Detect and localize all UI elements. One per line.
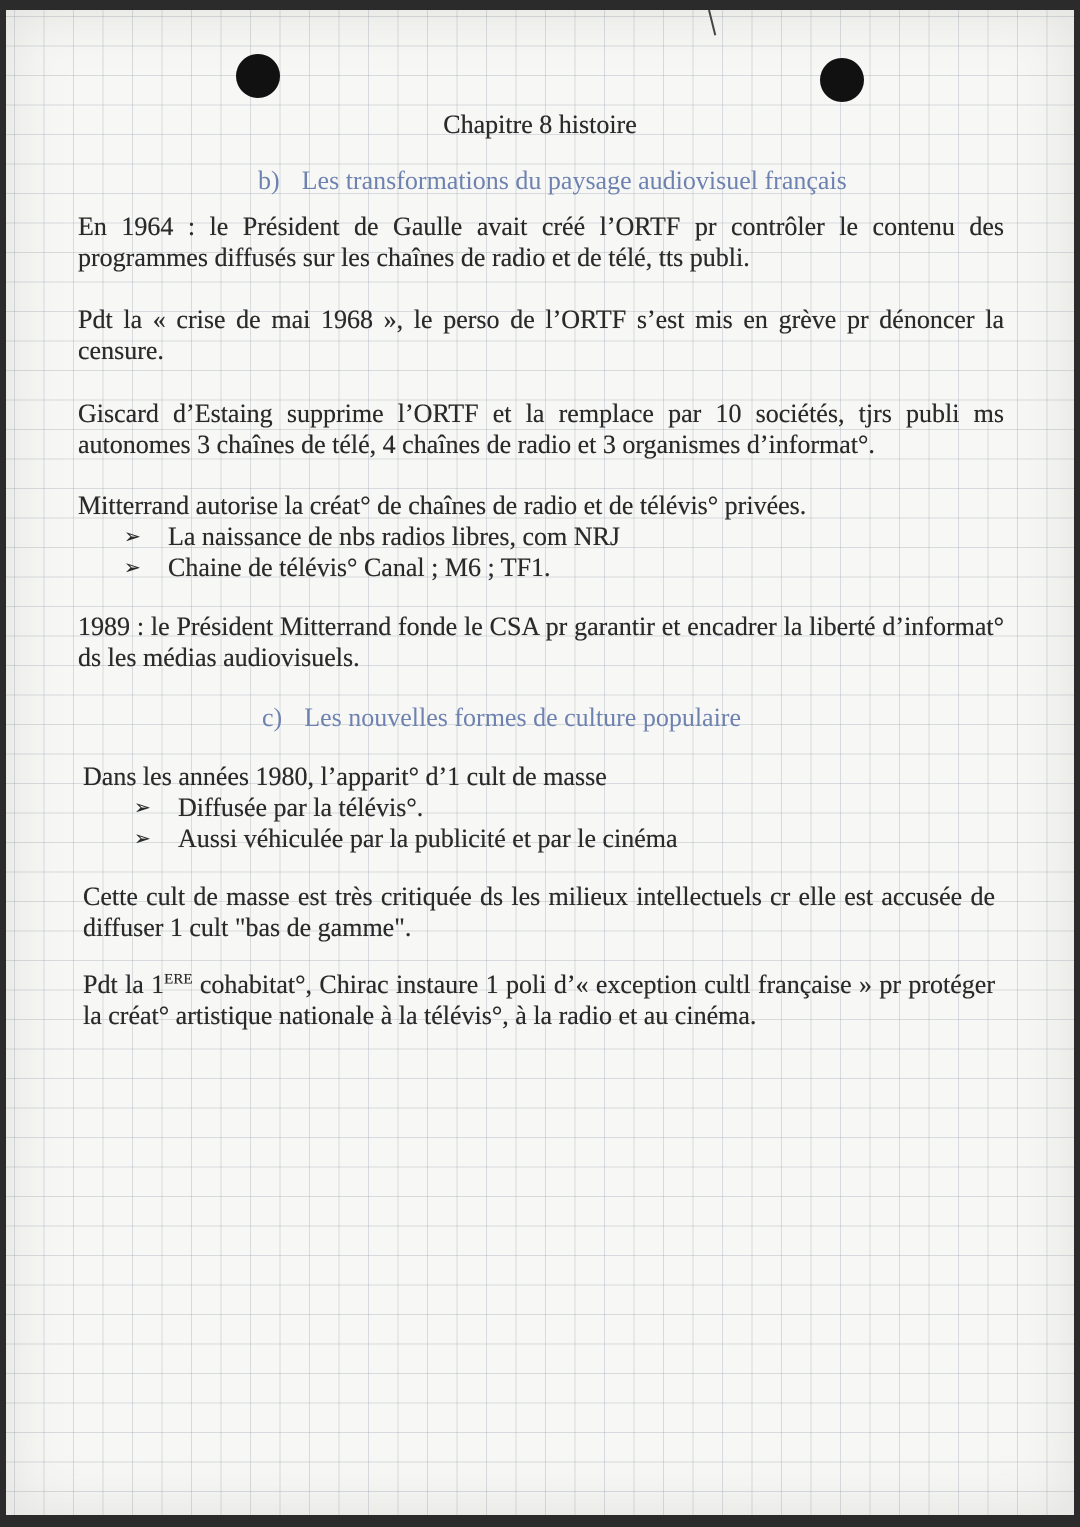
section-b-title: Les transformations du paysage audiovisuel français [301, 166, 847, 195]
paragraph-mitterrand: Mitterrand autorise la créat° de chaînes de radio et de télévis° privées. [78, 491, 807, 520]
bullet-list-c [134, 792, 678, 854]
paragraph-1980: Dans les années 1980, l’apparit° d’1 cult de masse [83, 762, 607, 791]
arrowhead-icon: ➢ [134, 795, 151, 819]
list-item: ➢ La naissance de nbs radios libres, com NRJ [124, 522, 621, 551]
page-title: Chapitre 8 histoire [443, 110, 637, 139]
section-b-heading [258, 165, 847, 196]
arrowhead-icon: ➢ [124, 555, 141, 579]
pen-mark [708, 10, 716, 35]
paragraph-1989: 1989 : le Président Mitterrand fonde le CSA pr garantir et encadrer la liberté d’informat° ds les médias audiovisuels. [78, 612, 1004, 672]
notebook-page [6, 10, 1074, 1515]
list-item: ➢ Diffusée par la télévis°. [134, 793, 424, 822]
arrowhead-icon: ➢ [124, 524, 141, 548]
paragraph-culture-masse: Cette cult de masse est très critiquée ds les milieux intellectuels cr elle est accusée de diffuser 1 cult "bas de gamme". [83, 882, 995, 942]
paragraph-cohabitation: Pdt la 1ERE cohabitat°, Chirac instaure 1 poli d’« exception cultl française » pr protéger la créat° artistique nationale à la télévis°, à la radio et au cinéma. [83, 970, 995, 1030]
paragraph-1964: En 1964 : le Président de Gaulle avait créé l’ORTF pr contrôler le contenu des programmes diffusés sur les chaînes de radio et de télé, tts publi. [78, 212, 1004, 272]
arrowhead-icon: ➢ [134, 826, 151, 850]
list-item: ➢ Chaine de télévis° Canal ; M6 ; TF1. [124, 553, 551, 582]
list-item: ➢ Aussi véhiculée par la publicité et par le cinéma [134, 824, 678, 853]
punch-hole-right [820, 58, 864, 102]
section-c-heading [262, 702, 741, 733]
paragraph-giscard: Giscard d’Estaing supprime l’ORTF et la remplace par 10 sociétés, tjrs publi ms autonomes 3 chaînes de télé, 4 chaînes de radio et 3 organismes d’informat°. [78, 399, 1004, 459]
section-b-number: b) [258, 166, 280, 195]
paragraph-1968: Pdt la « crise de mai 1968 », le perso de l’ORTF s’est mis en grève pr dénoncer la censure. [78, 305, 1004, 365]
bullet-list-b [124, 521, 620, 583]
punch-hole-left [236, 54, 280, 98]
section-c-number: c) [262, 703, 283, 732]
section-c-title: Les nouvelles formes de culture populaire [304, 703, 741, 732]
